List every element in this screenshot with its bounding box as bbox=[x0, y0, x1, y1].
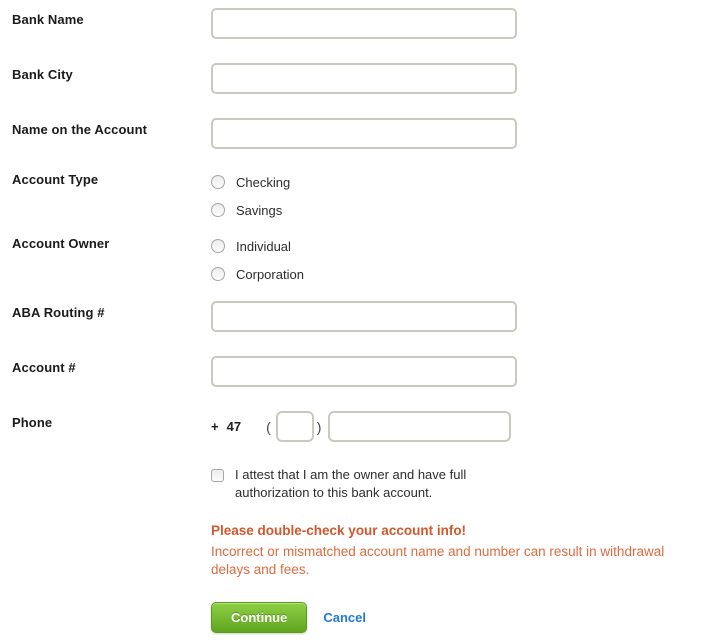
cancel-link[interactable]: Cancel bbox=[323, 610, 366, 625]
account-type-row bbox=[12, 168, 707, 224]
phone-plus-prefix: + bbox=[211, 419, 219, 434]
phone-country-code: 47 bbox=[226, 419, 242, 434]
warning-body: Incorrect or mismatched account name and number can result in withdrawal delays and fees. bbox=[211, 544, 665, 577]
account-owner-option-individual[interactable] bbox=[211, 232, 707, 260]
bank-name-label: Bank Name bbox=[12, 12, 84, 27]
radio-individual-label: Individual bbox=[236, 238, 291, 254]
account-owner-row bbox=[12, 232, 707, 288]
account-type-option-savings[interactable] bbox=[211, 196, 707, 224]
account-type-option-checking[interactable] bbox=[211, 168, 707, 196]
bank-city-row bbox=[12, 63, 707, 94]
name-on-account-label: Name on the Account bbox=[12, 122, 148, 137]
radio-corporation[interactable] bbox=[211, 267, 225, 281]
continue-button[interactable]: Continue bbox=[211, 602, 307, 633]
account-type-label: Account Type bbox=[12, 172, 99, 187]
aba-routing-input[interactable] bbox=[211, 301, 517, 332]
radio-checking[interactable] bbox=[211, 175, 225, 189]
phone-close-paren: ) bbox=[316, 418, 322, 435]
phone-open-paren: ( bbox=[266, 418, 271, 435]
phone-row bbox=[12, 411, 707, 442]
aba-routing-label: ABA Routing # bbox=[12, 305, 105, 320]
account-number-row bbox=[12, 356, 707, 387]
radio-checking-label: Checking bbox=[236, 174, 291, 190]
aba-routing-row bbox=[12, 301, 707, 332]
warning-message bbox=[211, 522, 693, 578]
account-owner-option-corporation[interactable] bbox=[211, 260, 707, 288]
bank-city-label: Bank City bbox=[12, 67, 73, 82]
radio-individual[interactable] bbox=[211, 239, 225, 253]
bank-name-row bbox=[12, 8, 707, 39]
name-on-account-row bbox=[12, 118, 707, 149]
bank-name-input[interactable] bbox=[211, 8, 517, 39]
phone-number-input[interactable] bbox=[328, 411, 511, 442]
attest-label: I attest that I am the owner and have full authorization to this bank account. bbox=[235, 467, 467, 500]
bank-city-input[interactable] bbox=[211, 63, 517, 94]
attestation-row bbox=[12, 466, 707, 502]
radio-corporation-label: Corporation bbox=[236, 266, 304, 282]
warning-row bbox=[12, 522, 707, 578]
name-on-account-input[interactable] bbox=[211, 118, 517, 149]
warning-title: Please double-check your account info! bbox=[211, 523, 467, 538]
phone-area-code-input[interactable] bbox=[276, 411, 314, 442]
actions-row bbox=[12, 602, 707, 633]
attest-checkbox[interactable] bbox=[211, 469, 224, 482]
radio-savings-label: Savings bbox=[236, 202, 283, 218]
phone-label: Phone bbox=[12, 415, 53, 430]
account-number-input[interactable] bbox=[211, 356, 517, 387]
account-number-label: Account # bbox=[12, 360, 76, 375]
account-owner-label: Account Owner bbox=[12, 236, 110, 251]
radio-savings[interactable] bbox=[211, 203, 225, 217]
